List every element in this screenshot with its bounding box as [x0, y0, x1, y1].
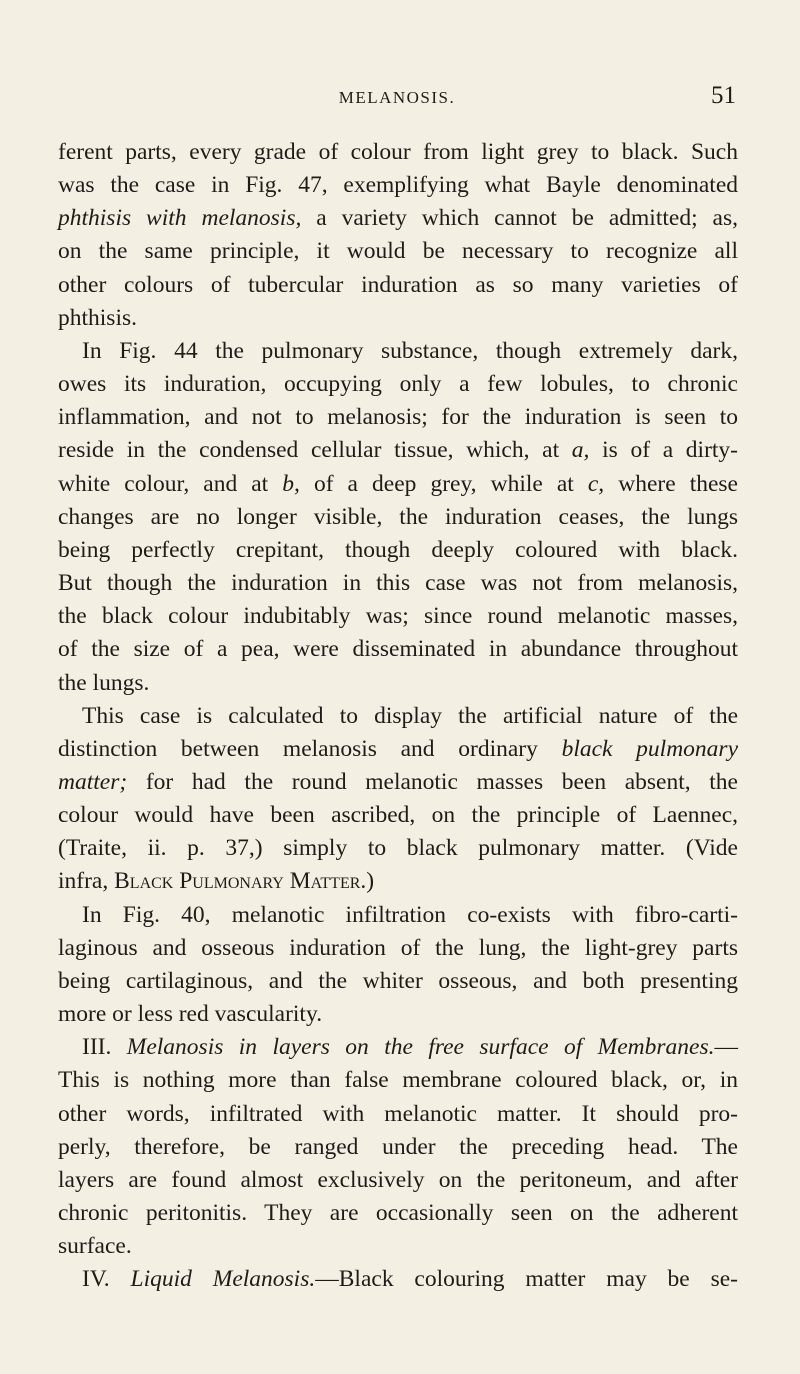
text-line: phthisis with melanosis, a variety which cannot be admitted; as,	[58, 205, 738, 232]
text-line: being cartilaginous, and the whiter osseous, and both presenting	[58, 967, 738, 994]
text-line: reside in the condensed cellular tissue, which, at a, is of a dirty-	[58, 437, 738, 464]
running-title: MELANOSIS.	[338, 88, 456, 107]
text-line: the black colour indubitably was; since round melanotic masses,	[58, 603, 738, 630]
paragraph-start: In Fig. 44 the pulmonary substance, though extremely dark,	[82, 337, 738, 364]
text-line: of the size of a pea, were disseminated in abundance throughout	[58, 636, 738, 663]
text-line: inflammation, and not to melanosis; for the induration is seen to	[58, 404, 738, 431]
text-line: being perfectly crepitant, though deeply coloured with black.	[58, 536, 738, 563]
emphasis: black pulmonary	[561, 735, 738, 762]
text-line: (Traite, ii. p. 37,) simply to black pulmonary matter. (Vide	[58, 835, 738, 862]
emphasis: c,	[587, 470, 605, 497]
text-line: This is nothing more than false membrane coloured black, or, in	[58, 1067, 738, 1094]
running-head	[58, 82, 736, 118]
emphasis: a,	[571, 437, 590, 464]
emphasis: matter;	[58, 768, 128, 795]
text-line: ferent parts, every grade of colour from light grey to black. Such	[58, 139, 738, 165]
text-line: was the case in Fig. 47, exemplifying what Bayle denominated	[58, 172, 738, 199]
paragraph-start: In Fig. 40, melanotic infiltration co-exists with fibro-carti-	[82, 901, 738, 928]
section-title: Liquid Melanosis.	[130, 1266, 316, 1293]
text-line: infra, Black Pulmonary Matter.)	[58, 868, 375, 895]
text-line: distinction between melanosis and ordinary black pulmonary	[58, 735, 738, 762]
cross-reference: Black Pulmonary Matter.	[114, 868, 367, 895]
text-line: the lungs.	[58, 669, 150, 696]
text-line: chronic peritonitis. They are occasionally seen on the adherent	[58, 1200, 738, 1226]
text-line: laginous and osseous induration of the lung, the light-grey parts	[58, 934, 738, 961]
paragraph-start: This case is calculated to display the artificial nature of the	[82, 702, 738, 729]
text-line: changes are no longer visible, the induration ceases, the lungs	[58, 503, 738, 530]
emphasis: b,	[282, 470, 300, 497]
text-line: perly, therefore, be ranged under the preceding head. The	[58, 1133, 738, 1160]
text-line: white colour, and at b, of a deep grey, while at c, where these	[58, 470, 738, 497]
section-heading-iv: IV. Liquid Melanosis.—Black colouring matter may be se-	[82, 1266, 739, 1293]
emphasis: phthisis with melanosis,	[58, 205, 302, 232]
text-line: colour would have been ascribed, on the principle of Laennec,	[58, 802, 738, 829]
body-text	[58, 136, 738, 1296]
text-line: more or less red vascularity.	[58, 1001, 323, 1028]
text-line: surface.	[58, 1233, 132, 1260]
text-line: owes its induration, occupying only a few lobules, to chronic	[58, 371, 738, 398]
text-line: phthisis.	[58, 304, 138, 331]
section-title: Melanosis in layers on the free surface of Membranes.	[126, 1034, 715, 1061]
text-line: other words, infiltrated with melanotic matter. It should pro-	[58, 1100, 738, 1127]
text-line: on the same principle, it would be necessary to recognize all	[58, 238, 738, 265]
text-line: other colours of tubercular induration as so many varieties of	[58, 271, 738, 298]
text-line: layers are found almost exclusively on the peritoneum, and after	[58, 1166, 738, 1193]
page-number: 51	[711, 82, 736, 109]
text-line: But though the induration in this case was not from melanosis,	[58, 570, 738, 597]
text-line: matter; for had the round melanotic masses been absent, the	[58, 768, 738, 795]
section-heading-iii: III. Melanosis in layers on the free surface of Membranes.—	[82, 1034, 738, 1061]
